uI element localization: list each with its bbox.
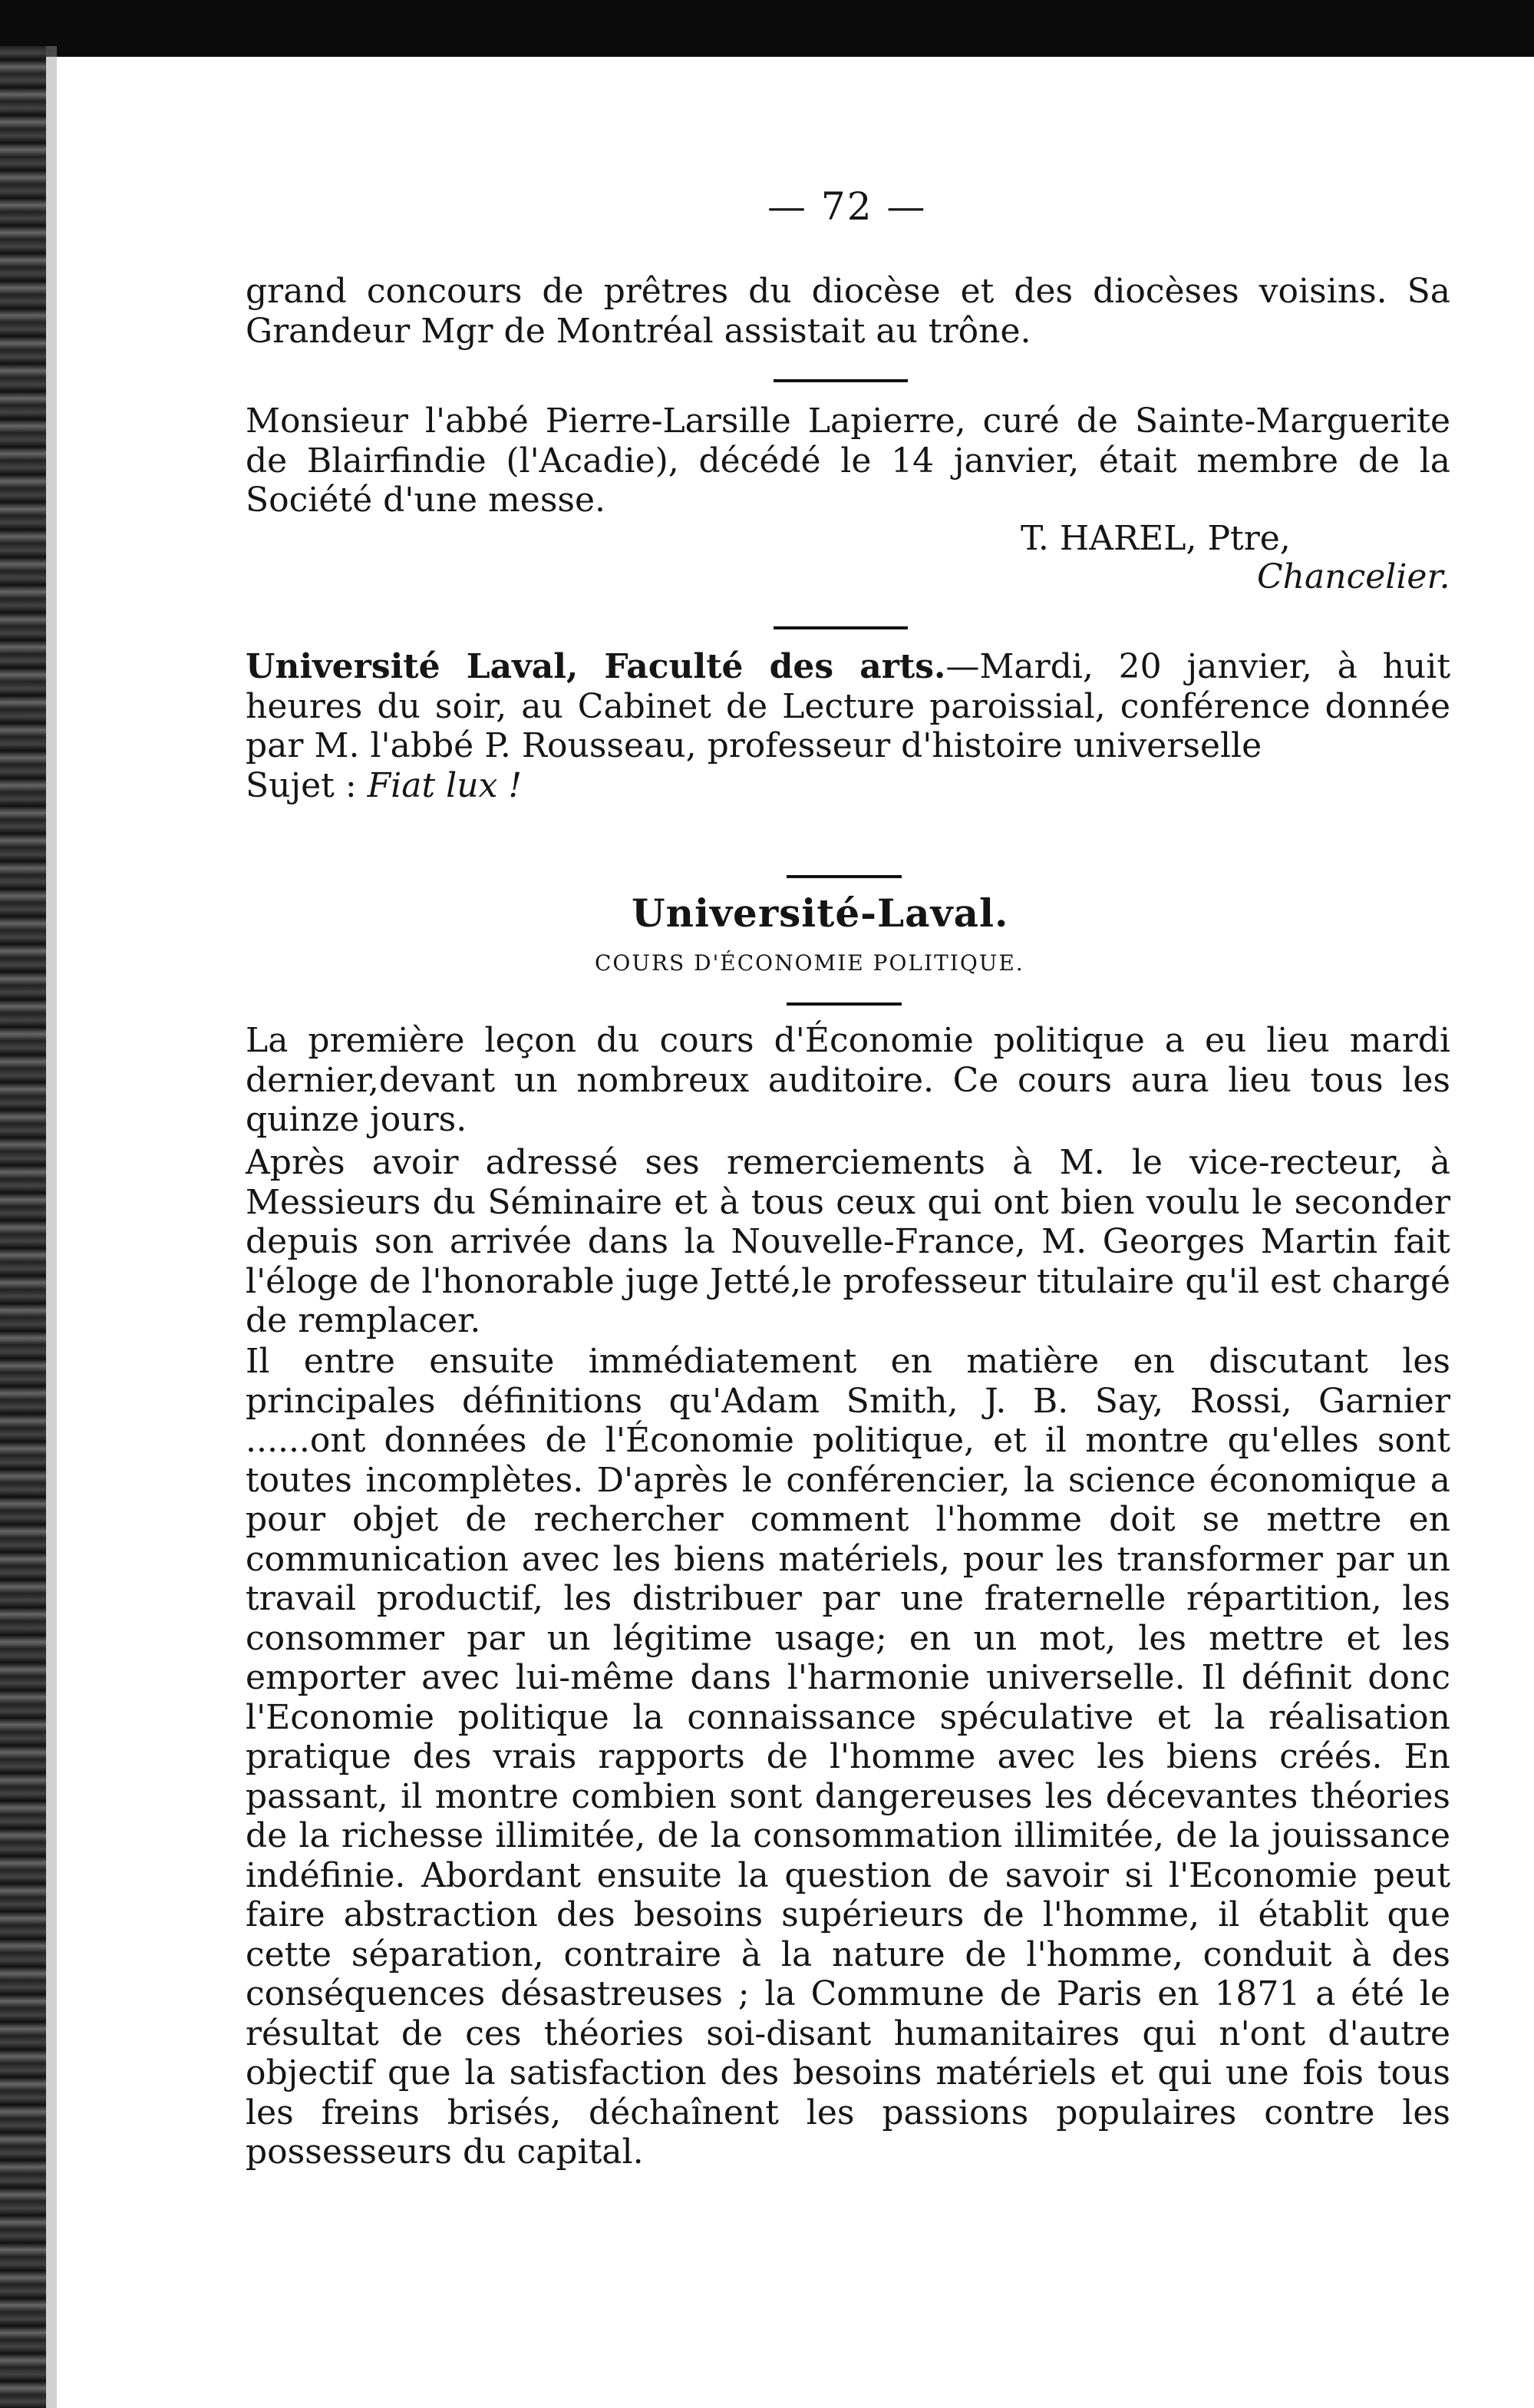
paragraph-2 — [246, 401, 1450, 520]
signature-title: Chancelier. — [1257, 557, 1450, 596]
scan-border-top — [0, 0, 1534, 57]
paragraph-3 — [246, 647, 1450, 805]
separator-rule — [787, 1003, 902, 1006]
paragraph-6 — [246, 1342, 1450, 2172]
paragraph-6-text: Il entre ensuite immédiatement en matière en discutant les principales définitions qu'Adam Smith, J. B. Say, Rossi, Garnier ......ont données de l'Économie politique, et il montre qu'elles sont toutes incomplètes. D'après le conférencier, la science économique a pour objet de rechercher comment l'homme doit se mettre en communication avec les biens matériels, pour les transformer par un travail productif, les distribuer par une fraternelle répartition, les consommer par un légitime usage; en un mot, les mettre et les emporter avec lui-même dans l'harmonie universelle. Il définit donc l'Economie politique la connaissance spéculative et la réalisation pratique des vrais rapports de l'homme avec les biens créés. En passant, il montre combien sont dangereuses les décevantes théories de la richesse illimitée, de la consommation illimitée, de la jouissance indéfinie. Abordant ensuite la question de savoir si l'Economie peut faire abstraction des besoins supérieurs de l'homme, il établit que cette séparation, contraire à la nature de l'homme, conduit à des conséquences désastreuses ; la Commune de Paris en 1871 a été le résultat de ces théories soi-disant humanitaires qui n'ont d'autre objectif que la satisfaction des besoins matériels et qui une fois tous les freins brisés, déchaînent les passions populaires contre les possesseurs du capital. — [246, 1342, 1450, 2172]
paragraph-2-text: Monsieur l'abbé Pierre-Larsille Lapierre, curé de Sainte-Marguerite de Blairfindie (l'Acadie), décédé le 14 janvier, était membre de la Société d'une messe. — [246, 401, 1450, 520]
paragraph-3-rest: —Mardi, 20 janvier, à huit heures du soir, au Cabinet de Lecture paroissial, conférence donnée par M. l'abbé P. Rousseau, professeur d'histoire universelle — [246, 647, 1450, 765]
subject-line — [246, 766, 1450, 806]
scan-border-left — [0, 46, 46, 2408]
paragraph-5-text: Après avoir adressé ses remerciements à M. le vice-recteur, à Messieurs du Séminaire et à tous ceux qui ont bien voulu le seconder depuis son arrivée dans la Nouvelle-France, M. Georges Martin fait l'éloge de l'honorable juge Jetté,le professeur titulaire qu'il est chargé de remplacer. — [246, 1143, 1450, 1340]
separator-rule — [774, 379, 908, 382]
scan-shadow-left — [46, 46, 57, 2408]
paragraph-4 — [246, 1021, 1450, 1140]
subject-label: Sujet : — [246, 765, 357, 805]
paragraph-4-text: La première leçon du cours d'Économie politique a eu lieu mardi dernier,devant un nombreux auditoire. Ce cours aura lieu tous les quinze jours. — [246, 1021, 1450, 1139]
paragraph-3-lead: Université Laval, Faculté des arts. — [246, 647, 946, 686]
separator-rule — [774, 626, 908, 629]
paragraph-3-text — [246, 647, 1450, 766]
page-number: — 72 — — [767, 184, 927, 229]
paragraph-1 — [246, 272, 1450, 351]
paragraph-5 — [246, 1143, 1450, 1341]
paragraph-1-text: grand concours de prêtres du diocèse et des diocèses voisins. Sa Grandeur Mgr de Montréal assistait au trône. — [246, 272, 1450, 351]
separator-rule — [787, 875, 902, 878]
section-heading: Université-Laval. — [632, 890, 1009, 936]
section-subheading: COURS D'ÉCONOMIE POLITIQUE. — [595, 950, 1024, 976]
subject-text: Fiat lux ! — [367, 765, 523, 805]
signature-name: T. HAREL, Ptre, — [1021, 519, 1291, 558]
